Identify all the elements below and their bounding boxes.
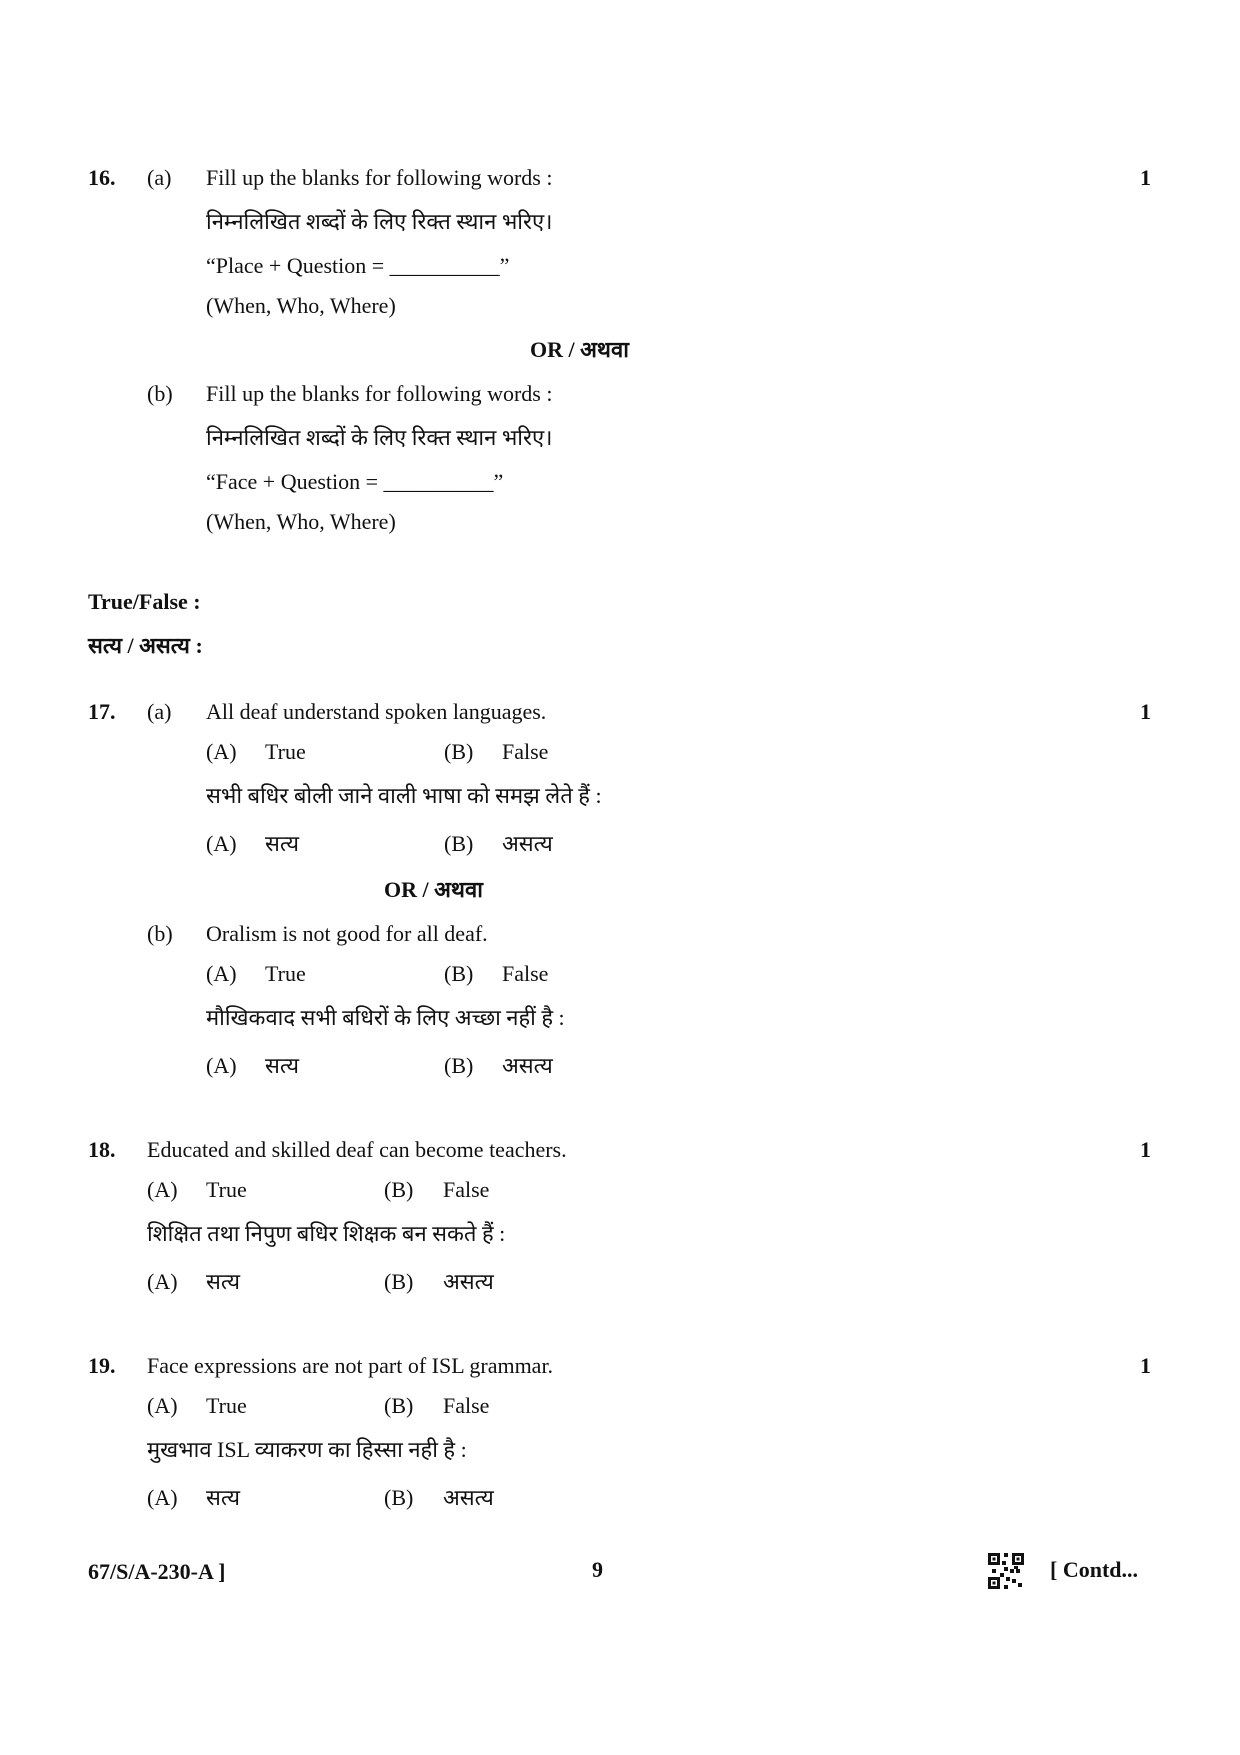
q16-number: 16. (88, 165, 116, 190)
q19-option-b-text-hi: असत्य (443, 1485, 494, 1510)
q17a-option-b-label: (B) (444, 739, 474, 764)
q18-text: Educated and skilled deaf can become teachers. (147, 1137, 567, 1162)
q16b-instruction-hi: निम्नलिखित शब्दों के लिए रिक्त स्थान भरिए। (206, 425, 553, 450)
q16b-prompt: “Face + Question = __________” (206, 469, 504, 494)
q18-option-a-label: (A) (147, 1177, 178, 1202)
section-title-hi: सत्य / असत्य : (88, 633, 203, 658)
q19-option-b-label-hi: (B) (384, 1485, 414, 1510)
q19-option-a-text-hi: सत्य (206, 1485, 241, 1510)
footer-page-number: 9 (592, 1557, 603, 1582)
q18-option-a-text: True (206, 1177, 247, 1202)
q17a-option-a-label-hi: (A) (206, 831, 237, 856)
q17-number: 17. (88, 699, 116, 724)
q17-marks: 1 (1140, 699, 1151, 724)
q18-option-a-text-hi: सत्य (206, 1269, 241, 1294)
qr-code-icon (988, 1553, 1024, 1589)
q19-text-hi: मुखभाव ISL व्याकरण का हिस्सा नही है : (147, 1437, 467, 1462)
q18-text-hi: शिक्षित तथा निपुण बधिर शिक्षक बन सकते हैं : (147, 1221, 506, 1246)
q19-option-a-label: (A) (147, 1393, 178, 1418)
q18-marks: 1 (1140, 1137, 1151, 1162)
q16a-instruction: Fill up the blanks for following words : (206, 165, 553, 190)
q17b-option-b-label: (B) (444, 961, 474, 986)
q19-option-a-text: True (206, 1393, 247, 1418)
q17b-option-a-label: (A) (206, 961, 237, 986)
q19-option-a-label-hi: (A) (147, 1485, 178, 1510)
q17b-option-a-label-hi: (A) (206, 1053, 237, 1078)
q17a-text: All deaf understand spoken languages. (206, 699, 547, 724)
q17b-option-a-text: True (265, 961, 306, 986)
q18-option-b-text: False (443, 1177, 490, 1202)
q18-number: 18. (88, 1137, 116, 1162)
q17a-label: (a) (147, 699, 172, 724)
q18-option-b-label-hi: (B) (384, 1269, 414, 1294)
q17-or: OR / अथवा (384, 877, 483, 902)
q17b-option-b-text: False (502, 961, 549, 986)
q16b-label: (b) (147, 381, 173, 406)
q17a-option-b-label-hi: (B) (444, 831, 474, 856)
q19-marks: 1 (1140, 1353, 1151, 1378)
q17a-option-a-text: True (265, 739, 306, 764)
q16b-options: (When, Who, Where) (206, 509, 396, 534)
q17b-option-b-text-hi: असत्य (502, 1053, 553, 1078)
q16a-label: (a) (147, 165, 172, 190)
q19-number: 19. (88, 1353, 116, 1378)
q17a-option-b-text: False (502, 739, 549, 764)
q16a-instruction-hi: निम्नलिखित शब्दों के लिए रिक्त स्थान भरिए। (206, 209, 553, 234)
q17b-text: Oralism is not good for all deaf. (206, 921, 488, 946)
q19-option-b-text: False (443, 1393, 490, 1418)
q19-option-b-label: (B) (384, 1393, 414, 1418)
q16a-prompt: “Place + Question = __________” (206, 253, 510, 278)
q17b-label: (b) (147, 921, 173, 946)
q17a-option-b-text-hi: असत्य (502, 831, 553, 856)
q17a-text-hi: सभी बधिर बोली जाने वाली भाषा को समझ लेते हैं : (206, 783, 602, 808)
q18-option-a-label-hi: (A) (147, 1269, 178, 1294)
q17a-option-a-text-hi: सत्य (265, 831, 300, 856)
q19-text: Face expressions are not part of ISL grammar. (147, 1353, 554, 1378)
q17b-text-hi: मौखिकवाद सभी बधिरों के लिए अच्छा नहीं है : (206, 1005, 565, 1030)
q18-option-b-text-hi: असत्य (443, 1269, 494, 1294)
q18-option-b-label: (B) (384, 1177, 414, 1202)
q16b-instruction: Fill up the blanks for following words : (206, 381, 553, 406)
footer-code: 67/S/A-230-A ] (88, 1559, 226, 1584)
q17b-option-a-text-hi: सत्य (265, 1053, 300, 1078)
q17b-option-b-label-hi: (B) (444, 1053, 474, 1078)
q16a-options: (When, Who, Where) (206, 293, 396, 318)
q17a-option-a-label: (A) (206, 739, 237, 764)
section-title: True/False : (88, 589, 201, 614)
footer-contd: [ Contd... (1050, 1557, 1139, 1582)
q16-or: OR / अथवा (530, 337, 629, 362)
q16-marks: 1 (1140, 165, 1151, 190)
